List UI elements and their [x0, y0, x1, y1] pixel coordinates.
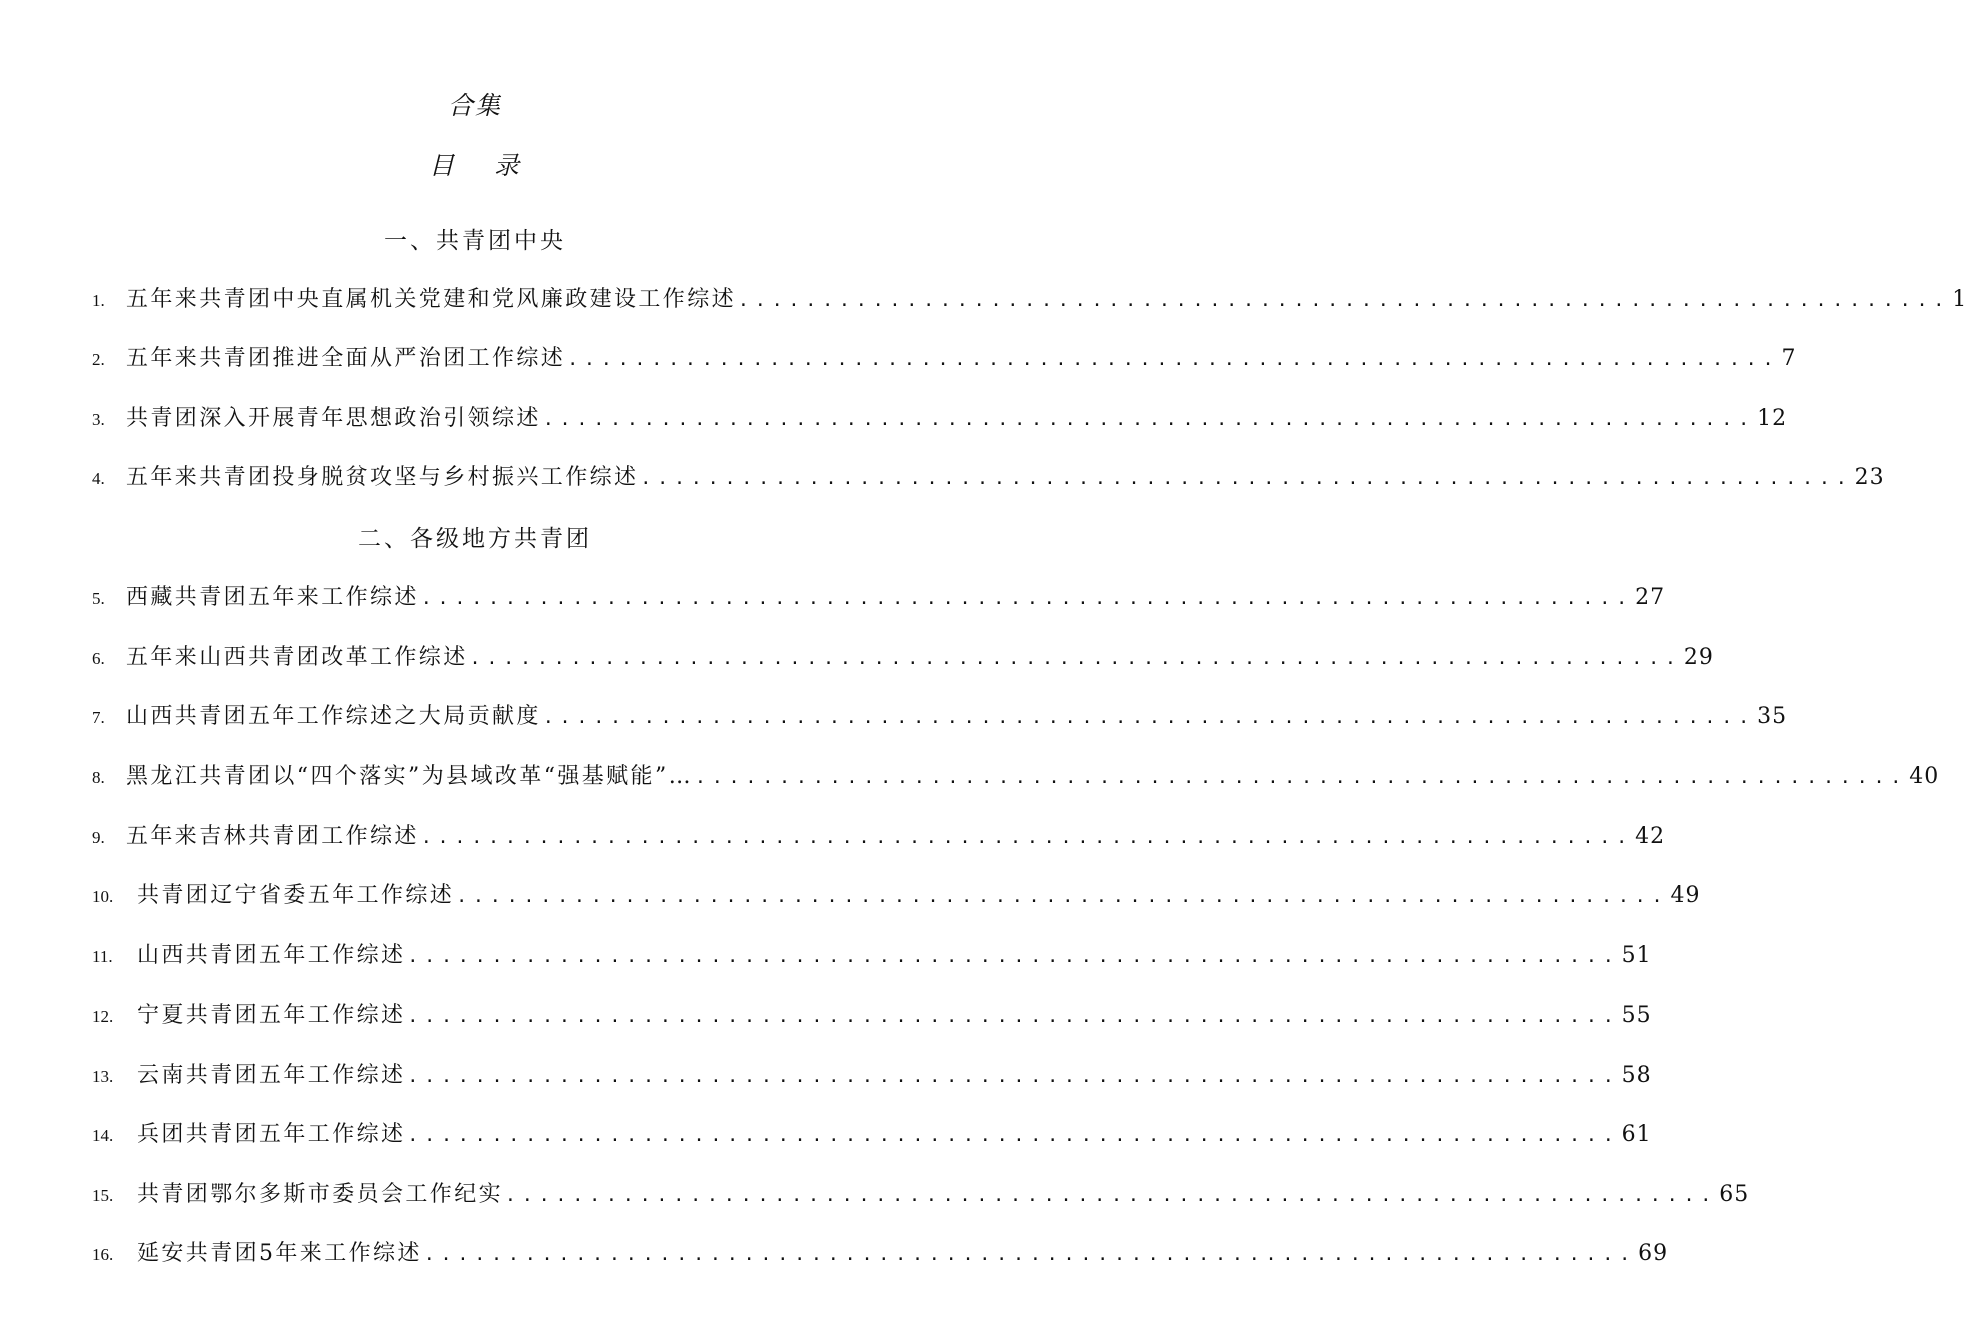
entry-page-number: 12	[1757, 406, 1788, 431]
toc-entry[interactable]	[92, 759, 1940, 795]
entry-number: 15.	[92, 1186, 114, 1205]
toc-heading	[0, 146, 950, 182]
entry-title: 宁夏共青团五年工作综述	[137, 1003, 406, 1028]
dot-leader: ........................................................................	[695, 767, 1908, 788]
entry-page-number: 35	[1757, 704, 1788, 729]
toc-entry[interactable]	[92, 282, 1967, 318]
toc-entry[interactable]	[92, 341, 1797, 377]
entry-number: 4.	[92, 469, 105, 488]
entry-page-number: 61	[1621, 1122, 1652, 1147]
entry-title: 五年来吉林共青团工作综述	[126, 824, 419, 849]
entry-title: 云南共青团五年工作综述	[137, 1063, 406, 1088]
dot-leader: ........................................................................	[738, 290, 1951, 311]
toc-heading-char: 录	[494, 151, 522, 180]
entry-title: 山西共青团五年工作综述	[137, 943, 406, 968]
toc-entry[interactable]	[92, 1177, 1750, 1213]
entry-page-number: 42	[1635, 824, 1666, 849]
toc-entry[interactable]	[92, 998, 1652, 1034]
toc-entry[interactable]	[92, 699, 1788, 735]
dot-leader: ........................................................................	[407, 1125, 1620, 1146]
entry-number: 10.	[92, 887, 114, 906]
dot-leader: ........................................................................	[420, 588, 1634, 609]
entry-number: 5.	[92, 589, 105, 608]
section-heading: 一、共青团中央	[384, 228, 566, 254]
entry-number: 8.	[92, 768, 105, 787]
entry-number: 3.	[92, 410, 105, 429]
dot-leader: ........................................................................	[423, 1244, 1637, 1265]
entry-page-number: 65	[1719, 1182, 1750, 1207]
entry-title: 五年来共青团中央直属机关党建和党风廉政建设工作综述	[126, 287, 737, 312]
document-title: 合集	[447, 91, 502, 120]
entry-page-number: 55	[1621, 1003, 1652, 1028]
toc-entry[interactable]	[92, 819, 1666, 855]
entry-page-number: 58	[1621, 1063, 1652, 1088]
entry-number: 7.	[92, 708, 105, 727]
entry-title: 五年来共青团投身脱贫攻坚与乡村振兴工作综述	[126, 465, 639, 490]
dot-leader: ........................................................................	[640, 468, 1853, 489]
entry-title: 西藏共青团五年来工作综述	[126, 585, 419, 610]
entry-number: 14.	[92, 1126, 114, 1145]
dot-leader: ........................................................................	[542, 409, 1756, 430]
toc-entry[interactable]	[92, 640, 1714, 676]
entry-page-number: 27	[1635, 585, 1666, 610]
entry-title: 五年来山西共青团改革工作综述	[126, 645, 468, 670]
toc-entry[interactable]	[92, 580, 1666, 616]
entry-number: 12.	[92, 1007, 114, 1026]
entry-number: 6.	[92, 649, 105, 668]
entry-number: 11.	[92, 947, 113, 966]
toc-entry[interactable]	[92, 938, 1652, 974]
entry-page-number: 23	[1854, 465, 1885, 490]
entry-page-number: 7	[1781, 346, 1797, 371]
entry-number: 9.	[92, 828, 105, 847]
toc-heading-char: 目	[428, 151, 456, 180]
toc-entry[interactable]	[92, 460, 1885, 496]
entry-number: 2.	[92, 350, 105, 369]
dot-leader: ........................................................................	[407, 1006, 1620, 1027]
toc-entry[interactable]	[92, 1236, 1669, 1272]
entry-title: 兵团共青团五年工作综述	[137, 1122, 406, 1147]
dot-leader: ........................................................................	[567, 349, 1780, 370]
dot-leader: ........................................................................	[456, 886, 1669, 907]
entry-title: 黑龙江共青团以“四个落实”为县域改革“强基赋能”…	[126, 764, 693, 789]
entry-number: 13.	[92, 1067, 114, 1086]
entry-title: 共青团鄂尔多斯市委员会工作纪实	[137, 1182, 504, 1207]
entry-page-number: 51	[1621, 943, 1652, 968]
entry-title: 共青团辽宁省委五年工作综述	[137, 883, 455, 908]
entry-number: 16.	[92, 1245, 114, 1264]
toc-entry[interactable]	[92, 401, 1788, 437]
dot-leader: ........................................................................	[407, 946, 1620, 967]
dot-leader: ........................................................................	[469, 648, 1682, 669]
dot-leader: ........................................................................	[505, 1185, 1718, 1206]
entry-page-number: 40	[1909, 764, 1940, 789]
entry-title: 五年来共青团推进全面从严治团工作综述	[126, 346, 566, 371]
entry-page-number: 1	[1952, 287, 1967, 312]
entry-page-number: 29	[1683, 645, 1714, 670]
entry-page-number: 49	[1670, 883, 1701, 908]
dot-leader: ........................................................................	[420, 827, 1634, 848]
toc-entry[interactable]	[92, 878, 1701, 914]
toc-entry[interactable]	[92, 1117, 1652, 1153]
entry-page-number: 69	[1638, 1241, 1669, 1266]
dot-leader: ........................................................................	[407, 1066, 1620, 1087]
entry-title: 共青团深入开展青年思想政治引领综述	[126, 406, 541, 431]
entry-title: 延安共青团5年来工作综述	[137, 1241, 422, 1266]
entry-title: 山西共青团五年工作综述之大局贡献度	[126, 704, 541, 729]
section-heading: 二、各级地方共青团	[358, 526, 592, 552]
entry-number: 1.	[92, 291, 105, 310]
dot-leader: ........................................................................	[542, 707, 1756, 728]
toc-entry[interactable]	[92, 1058, 1652, 1094]
